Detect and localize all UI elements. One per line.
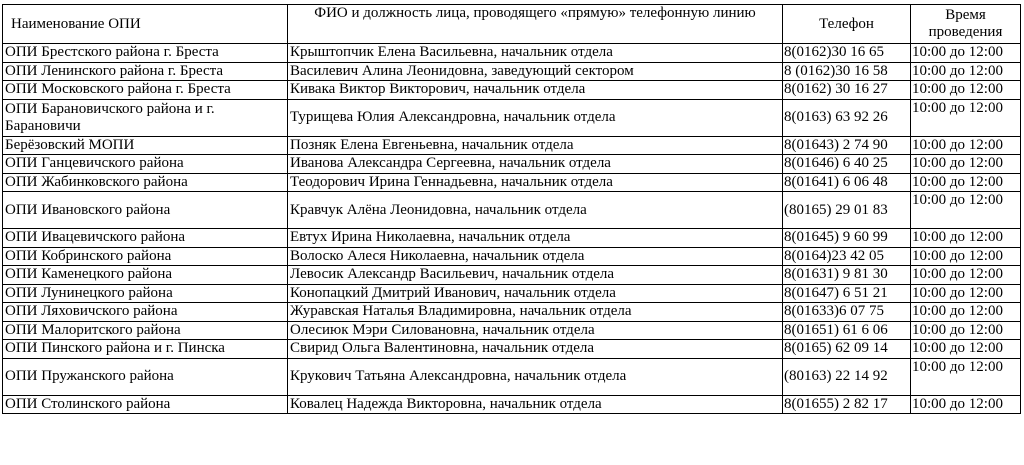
cell-person: Позняк Елена Евгеньевна, начальник отдела [288, 136, 783, 155]
cell-time: 10:00 до 12:00 [911, 229, 1021, 248]
cell-time: 10:00 до 12:00 [911, 358, 1021, 395]
header-time: Время проведения [911, 5, 1021, 44]
cell-time: 10:00 до 12:00 [911, 395, 1021, 414]
cell-person: Крукович Татьяна Александровна, начальник отдела [288, 358, 783, 395]
cell-person: Иванова Александра Сергеевна, начальник отдела [288, 155, 783, 174]
table-row [3, 266, 1021, 285]
cell-person: Теодорович Ирина Геннадьевна, начальник отдела [288, 173, 783, 192]
cell-phone: 8(01633)6 07 75 [783, 303, 911, 322]
cell-time: 10:00 до 12:00 [911, 303, 1021, 322]
header-name: Наименование ОПИ [3, 5, 288, 44]
cell-time: 10:00 до 12:00 [911, 173, 1021, 192]
cell-person: Левосик Александр Васильевич, начальник отдела [288, 266, 783, 285]
table-row [3, 358, 1021, 395]
cell-time: 10:00 до 12:00 [911, 81, 1021, 100]
cell-phone: 8(0163) 63 92 26 [783, 99, 911, 136]
cell-phone: 8(0162)30 16 65 [783, 44, 911, 63]
cell-phone: (80163) 22 14 92 [783, 358, 911, 395]
cell-phone: 8(01655) 2 82 17 [783, 395, 911, 414]
table-header-row [3, 5, 1021, 44]
cell-name: ОПИ Брестского района г. Бреста [3, 44, 288, 63]
cell-person: Ковалец Надежда Викторовна, начальник отдела [288, 395, 783, 414]
table-row [3, 99, 1021, 136]
cell-time: 10:00 до 12:00 [911, 247, 1021, 266]
cell-time: 10:00 до 12:00 [911, 62, 1021, 81]
cell-time: 10:00 до 12:00 [911, 284, 1021, 303]
table-row [3, 303, 1021, 322]
cell-time: 10:00 до 12:00 [911, 340, 1021, 359]
cell-time: 10:00 до 12:00 [911, 155, 1021, 174]
cell-phone: 8(01631) 9 81 30 [783, 266, 911, 285]
cell-person: Турищева Юлия Александровна, начальник отдела [288, 99, 783, 136]
header-person: ФИО и должность лица, проводящего «прямую» телефонную линию [288, 5, 783, 44]
cell-time: 10:00 до 12:00 [911, 192, 1021, 229]
cell-name: ОПИ Ивановского района [3, 192, 288, 229]
cell-time: 10:00 до 12:00 [911, 321, 1021, 340]
table-row [3, 229, 1021, 248]
table-row [3, 62, 1021, 81]
cell-phone: 8 (0162)30 16 58 [783, 62, 911, 81]
table-row [3, 321, 1021, 340]
cell-name: ОПИ Ганцевичского района [3, 155, 288, 174]
cell-name: ОПИ Ивацевичского района [3, 229, 288, 248]
cell-time: 10:00 до 12:00 [911, 136, 1021, 155]
table-row [3, 340, 1021, 359]
cell-person: Олесиюк Мэри Силовановна, начальник отдела [288, 321, 783, 340]
table-row [3, 81, 1021, 100]
cell-time: 10:00 до 12:00 [911, 44, 1021, 63]
cell-phone: (80165) 29 01 83 [783, 192, 911, 229]
cell-person: Крыштопчик Елена Васильевна, начальник отдела [288, 44, 783, 63]
cell-time: 10:00 до 12:00 [911, 266, 1021, 285]
table-row [3, 136, 1021, 155]
cell-person: Волоско Алеся Николаевна, начальник отдела [288, 247, 783, 266]
cell-phone: 8(01643) 2 74 90 [783, 136, 911, 155]
cell-phone: 8(0162) 30 16 27 [783, 81, 911, 100]
table-row [3, 284, 1021, 303]
cell-person: Евтух Ирина Николаевна, начальник отдела [288, 229, 783, 248]
cell-name: ОПИ Лунинецкого района [3, 284, 288, 303]
cell-person: Свирид Ольга Валентиновна, начальник отдела [288, 340, 783, 359]
cell-phone: 8(0165) 62 09 14 [783, 340, 911, 359]
cell-name: ОПИ Каменецкого района [3, 266, 288, 285]
cell-person: Кравчук Алёна Леонидовна, начальник отдела [288, 192, 783, 229]
header-phone: Телефон [783, 5, 911, 44]
cell-phone: 8(01646) 6 40 25 [783, 155, 911, 174]
table-row [3, 155, 1021, 174]
cell-name: ОПИ Малоритского района [3, 321, 288, 340]
cell-time: 10:00 до 12:00 [911, 99, 1021, 136]
cell-name: ОПИ Барановичского района и г. Барановичи [3, 99, 288, 136]
cell-person: Кивака Виктор Викторович, начальник отдела [288, 81, 783, 100]
cell-person: Василевич Алина Леонидовна, заведующий сектором [288, 62, 783, 81]
cell-person: Журавская Наталья Владимировна, начальник отдела [288, 303, 783, 322]
cell-name: Берёзовский МОПИ [3, 136, 288, 155]
cell-name: ОПИ Столинского района [3, 395, 288, 414]
table-row [3, 192, 1021, 229]
table-row [3, 173, 1021, 192]
cell-phone: 8(01645) 9 60 99 [783, 229, 911, 248]
hotline-schedule-table [2, 4, 1021, 414]
table-row [3, 44, 1021, 63]
cell-name: ОПИ Ляховичского района [3, 303, 288, 322]
cell-name: ОПИ Жабинковского района [3, 173, 288, 192]
cell-name: ОПИ Пинского района и г. Пинска [3, 340, 288, 359]
cell-name: ОПИ Кобринского района [3, 247, 288, 266]
cell-phone: 8(01647) 6 51 21 [783, 284, 911, 303]
cell-name: ОПИ Ленинского района г. Бреста [3, 62, 288, 81]
cell-phone: 8(01651) 61 6 06 [783, 321, 911, 340]
cell-phone: 8(01641) 6 06 48 [783, 173, 911, 192]
cell-person: Конопацкий Дмитрий Иванович, начальник отдела [288, 284, 783, 303]
cell-name: ОПИ Московского района г. Бреста [3, 81, 288, 100]
table-row [3, 247, 1021, 266]
table-row [3, 395, 1021, 414]
cell-name: ОПИ Пружанского района [3, 358, 288, 395]
cell-phone: 8(0164)23 42 05 [783, 247, 911, 266]
